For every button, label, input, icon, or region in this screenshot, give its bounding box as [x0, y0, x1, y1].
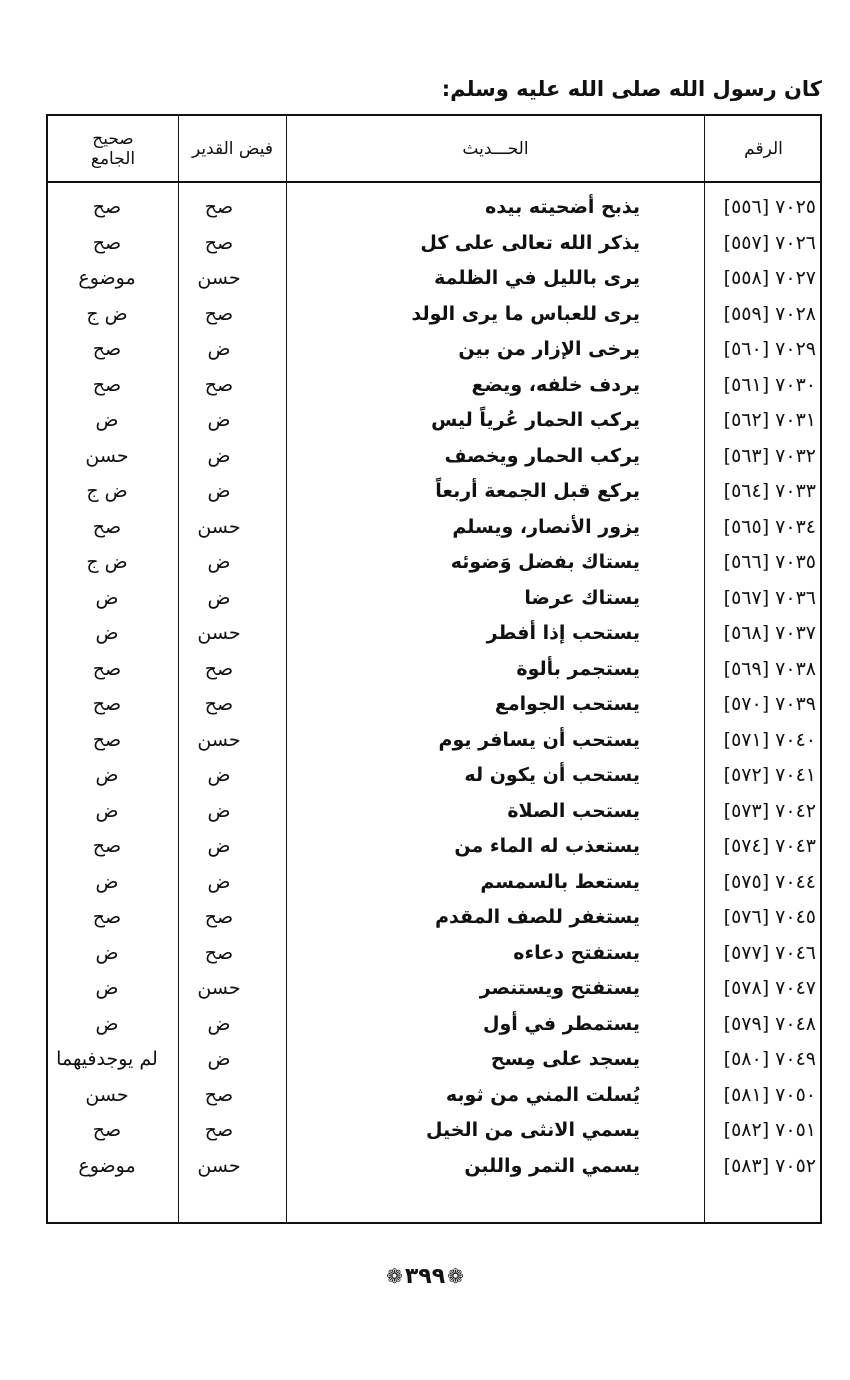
header-hadith [287, 116, 704, 181]
page-footer [0, 1264, 850, 1289]
table-row [46, 226, 822, 262]
sahih-grade: صح [92, 196, 122, 218]
sahih-grade: صح [92, 906, 122, 928]
header-faid-alqadir [179, 116, 286, 181]
hadith-text: يركع قبل الجمعة أربعاً [435, 480, 640, 502]
table-row [46, 829, 822, 865]
hadith-text: يرخى الإزار من بين [458, 338, 640, 360]
faid-grade: ض [207, 870, 231, 893]
sahih-grade: ض [95, 977, 119, 999]
faid-grade: صح [204, 231, 234, 254]
table-row [46, 971, 822, 1007]
sahih-grade: صح [92, 515, 122, 538]
faid-grade: ض [207, 1012, 231, 1035]
hadith-number: ٧٠٣٧ [٥٦٨] [723, 622, 816, 644]
hadith-text: يسمي التمر واللبن [464, 1154, 640, 1177]
sahih-grade: ض [95, 1012, 119, 1035]
sahih-grade: لم يوجدفيهما [56, 1048, 158, 1070]
hadith-number: ٧٠٤٢ [٥٧٣] [723, 799, 816, 822]
hadith-number: ٧٠٢٩ [٥٦٠] [723, 338, 816, 360]
table-row [46, 1007, 822, 1043]
faid-grade: ض [207, 444, 231, 467]
sahih-grade: ض [95, 941, 119, 964]
faid-grade: صح [204, 657, 234, 680]
faid-grade: حسن [197, 515, 241, 538]
hadith-number: ٧٠٤٦ [٥٧٧] [723, 941, 816, 964]
sahih-grade: صح [92, 373, 122, 396]
hadith-number: ٧٠٤٤ [٥٧٥] [723, 870, 816, 893]
table-row [46, 1149, 822, 1185]
hadith-number: ٧٠٢٨ [٥٥٩] [723, 302, 816, 325]
hadith-text: يركب الحمار ويخصف [444, 444, 640, 467]
hadith-text: يرى للعباس ما يرى الولد [411, 302, 640, 325]
faid-grade: ض [207, 835, 231, 857]
hadith-number: ٧٠٤٣ [٥٧٤] [723, 835, 816, 857]
table-row [46, 687, 822, 723]
hadith-text: يستحب إذا أفطر [486, 622, 640, 644]
header-number-label: الرقم [744, 138, 783, 159]
sahih-grade: ض [95, 799, 119, 822]
faid-grade: ض [207, 764, 231, 786]
hadith-number: ٧٠٤٥ [٥٧٦] [723, 906, 816, 928]
sahih-grade: ض [95, 870, 119, 893]
ornament-icon: ❁ [447, 1264, 464, 1288]
sahih-grade: صح [92, 657, 122, 680]
hadith-number: ٧٠٣٤ [٥٦٥] [723, 515, 816, 538]
sahih-grade: صح [92, 1119, 122, 1141]
table-row [46, 616, 822, 652]
sahih-grade: صح [92, 693, 122, 715]
hadith-number: ٧٠٣١ [٥٦٢] [723, 409, 816, 431]
table-row [46, 1078, 822, 1114]
faid-grade: صح [204, 1119, 234, 1141]
table-row [46, 403, 822, 439]
faid-grade: ض [207, 338, 231, 360]
table-row [46, 1042, 822, 1078]
hadith-text: يذكر الله تعالى على كل [420, 231, 640, 254]
table-row [46, 865, 822, 901]
table-row [46, 794, 822, 830]
faid-grade: ض [207, 409, 231, 431]
hadith-text: يستحب أن يسافر يوم [438, 728, 640, 751]
faid-grade: صح [204, 941, 234, 964]
hadith-number: ٧٠٤١ [٥٧٢] [723, 764, 816, 786]
faid-grade: حسن [197, 728, 241, 751]
table-row [46, 581, 822, 617]
table-row [46, 900, 822, 936]
sahih-grade: صح [92, 728, 122, 751]
table-row [46, 510, 822, 546]
table-row [46, 439, 822, 475]
hadith-text: يستاك عرضا [524, 586, 640, 609]
sahih-grade: ض [95, 409, 119, 431]
header-sahih-label: صحيح الجامع [90, 128, 136, 169]
hadith-number: ٧٠٤٧ [٥٧٨] [723, 977, 816, 999]
sahih-grade: ض [95, 764, 119, 786]
hadith-text: يرى بالليل في الظلمة [434, 267, 640, 289]
hadith-number: ٧٠٤٠ [٥٧١] [723, 728, 816, 751]
hadith-text: يستمطر في أول [483, 1012, 640, 1035]
hadith-number: ٧٠٢٦ [٥٥٧] [723, 231, 816, 254]
table-row [46, 936, 822, 972]
ornament-icon: ❁ [386, 1264, 403, 1288]
hadith-text: يستفتح دعاءه [513, 941, 640, 964]
hadith-number: ٧٠٣٥ [٥٦٦] [723, 551, 816, 573]
sahih-grade: صح [92, 835, 122, 857]
table-row [46, 332, 822, 368]
table-row [46, 190, 822, 226]
hadith-number: ٧٠٢٧ [٥٥٨] [723, 267, 816, 289]
hadith-text: يستحب الصلاة [507, 799, 640, 822]
table-row [46, 261, 822, 297]
hadith-text: يُسلت المني من ثوبه [445, 1083, 640, 1106]
hadith-number: ٧٠٣٠ [٥٦١] [723, 373, 816, 396]
hadith-text: يستفتح ويستنصر [479, 977, 640, 999]
hadith-text: يذبح أضحيته بيده [485, 196, 640, 218]
sahih-grade: ض [95, 586, 119, 609]
sahih-grade: ض ج [86, 551, 128, 573]
faid-grade: صح [204, 906, 234, 928]
hadith-text: يستعذب له الماء من [454, 835, 640, 857]
faid-grade: حسن [197, 977, 241, 999]
sahih-grade: موضوع [78, 267, 136, 289]
faid-grade: حسن [197, 622, 241, 644]
table-row [46, 1113, 822, 1149]
table-row [46, 474, 822, 510]
sahih-grade: ض ج [86, 480, 128, 502]
hadith-text: يستعط بالسمسم [480, 870, 640, 893]
header-number [705, 116, 822, 181]
sahih-grade: موضوع [78, 1154, 136, 1177]
sahih-grade: حسن [85, 1083, 129, 1106]
page-number: ٣٩٩ [404, 1264, 446, 1289]
sahih-grade: حسن [85, 444, 129, 467]
hadith-rows [46, 190, 822, 1184]
table-row [46, 297, 822, 333]
hadith-text: يستغفر للصف المقدم [435, 906, 640, 928]
table-row [46, 723, 822, 759]
hadith-number: ٧٠٤٨ [٥٧٩] [723, 1012, 816, 1035]
hadith-number: ٧٠٣٨ [٥٦٩] [723, 657, 816, 680]
hadith-text: يردف خلفه، ويضع [471, 373, 640, 396]
hadith-text: يزور الأنصار، ويسلم [452, 515, 640, 538]
hadith-number: ٧٠٥١ [٥٨٢] [723, 1119, 816, 1141]
sahih-grade: ض [95, 622, 119, 644]
faid-grade: صح [204, 196, 234, 218]
hadith-number: ٧٠٥٠ [٥٨١] [723, 1083, 816, 1106]
page-heading: كان رسول الله صلى الله عليه وسلم: [441, 77, 822, 101]
faid-grade: حسن [197, 267, 241, 289]
sahih-grade: ض ج [86, 302, 128, 325]
header-faid-label: فيض القدير [191, 138, 274, 159]
hadith-number: ٧٠٣٢ [٥٦٣] [723, 444, 816, 467]
hadith-text: يستجمر بألوة [516, 657, 640, 680]
hadith-number: ٧٠٥٢ [٥٨٣] [723, 1154, 816, 1177]
hadith-text: يسمي الانثى من الخيل [426, 1119, 640, 1141]
faid-grade: صح [204, 302, 234, 325]
sahih-grade: صح [92, 231, 122, 254]
hadith-number: ٧٠٢٥ [٥٥٦] [723, 196, 816, 218]
header-sahih-aljami [48, 116, 178, 181]
header-hadith-label: الحـــديث [462, 138, 529, 159]
sahih-grade: صح [92, 338, 122, 360]
faid-grade: ض [207, 551, 231, 573]
table-row [46, 758, 822, 794]
hadith-text: يسجد على مِسح [490, 1048, 640, 1070]
faid-grade: ض [207, 586, 231, 609]
faid-grade: ض [207, 480, 231, 502]
hadith-text: يستحب أن يكون له [464, 764, 640, 786]
table-row [46, 368, 822, 404]
hadith-text: يركب الحمار عُرياً ليس [431, 409, 640, 431]
hadith-number: ٧٠٤٩ [٥٨٠] [723, 1048, 816, 1070]
hadith-number: ٧٠٣٣ [٥٦٤] [723, 480, 816, 502]
table-row [46, 545, 822, 581]
hadith-text: يستاك بفضل وَضوئه [450, 551, 640, 573]
faid-grade: حسن [197, 1154, 241, 1177]
faid-grade: ض [207, 799, 231, 822]
faid-grade: صح [204, 373, 234, 396]
hadith-number: ٧٠٣٩ [٥٧٠] [723, 693, 816, 715]
hadith-number: ٧٠٣٦ [٥٦٧] [723, 586, 816, 609]
faid-grade: صح [204, 693, 234, 715]
table-row [46, 652, 822, 688]
hadith-text: يستحب الجوامع [494, 693, 640, 715]
faid-grade: صح [204, 1083, 234, 1106]
faid-grade: ض [207, 1048, 231, 1070]
